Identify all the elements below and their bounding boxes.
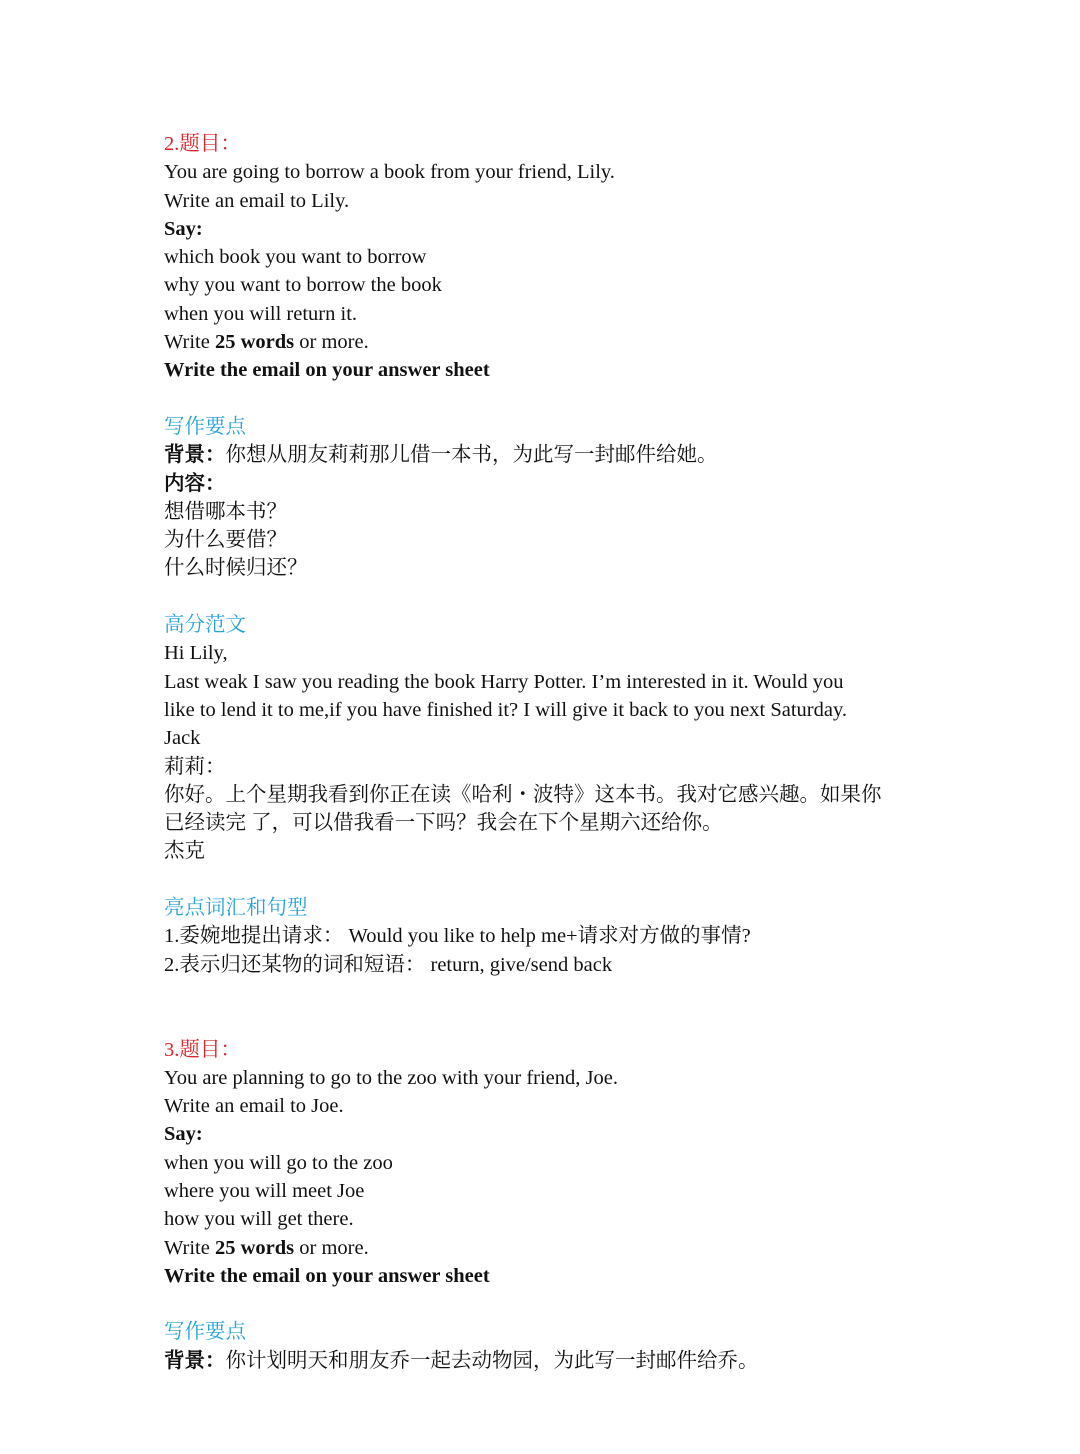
background-text: 你计划明天和朋友乔一起去动物园，为此写一封邮件给乔。	[225, 1349, 759, 1372]
background-label: 背景：	[164, 1349, 226, 1372]
word-count-bold: 25 words	[214, 1236, 295, 1259]
key-points-heading: 写作要点	[164, 415, 246, 438]
say-point: when you will go to the zoo	[164, 1151, 393, 1174]
highlight-item: 1.委婉地提出请求： Would you like to help me+请求对方做的事情?	[164, 925, 751, 948]
word-count-pre: Write	[164, 331, 215, 354]
answer-sheet-instruction: Write the email on your answer sheet	[164, 1264, 490, 1287]
model-essay-line: Last weak I saw you reading the book Harry Potter. I’m interested in it. Would you	[164, 670, 844, 693]
model-essay-line: Hi Lily,	[164, 642, 228, 665]
say-point: how you will get there.	[164, 1208, 354, 1231]
key-points-heading: 写作要点	[164, 1321, 246, 1344]
word-count-post: or more.	[294, 1236, 369, 1259]
prompt-line: Write an email to Lily.	[164, 189, 350, 212]
model-essay-line: Jack	[164, 727, 201, 750]
word-count-pre: Write	[164, 1236, 215, 1259]
model-essay-line: 你好。上个星期我看到你正在读《哈利・波特》这本书。我对它感兴趣。如果你	[164, 783, 882, 806]
say-point: when you will return it.	[164, 302, 358, 325]
content-label: 内容：	[164, 472, 226, 495]
content-item: 为什么要借？	[164, 529, 287, 552]
background-line	[164, 441, 1024, 469]
answer-sheet-instruction: Write the email on your answer sheet	[164, 359, 490, 382]
model-essay-line: 莉莉：	[164, 755, 226, 778]
model-essay-line: 杰克	[164, 840, 205, 863]
say-label: Say:	[164, 217, 203, 240]
say-point: why you want to borrow the book	[164, 274, 442, 297]
content-item: 想借哪本书？	[164, 500, 287, 523]
section-2-heading: 2.题目：	[164, 133, 241, 155]
word-count-line	[164, 328, 1024, 356]
document-page	[164, 130, 1024, 1375]
say-point: which book you want to borrow	[164, 246, 427, 269]
prompt-line: Write an email to Joe.	[164, 1095, 344, 1118]
background-line	[164, 1347, 1024, 1375]
background-label: 背景：	[164, 444, 226, 467]
model-essay-line: like to lend it to me,if you have finished it? I will give it back to you next Saturday.	[164, 698, 847, 721]
prompt-line: You are going to borrow a book from your friend, Lily.	[164, 161, 615, 184]
highlight-item: 2.表示归还某物的词和短语： return, give/send back	[164, 953, 613, 976]
background-text: 你想从朋友莉莉那儿借一本书，为此写一封邮件给她。	[225, 444, 718, 467]
word-count-post: or more.	[294, 331, 369, 354]
highlights-heading: 亮点词汇和句型	[164, 897, 308, 920]
section-3-heading: 3.题目：	[164, 1038, 241, 1061]
say-point: where you will meet Joe	[164, 1179, 365, 1202]
model-essay-line: 已经读完 了，可以借我看一下吗？我会在下个星期六还给你。	[164, 812, 723, 835]
word-count-bold: 25 words	[214, 331, 295, 354]
say-label: Say:	[164, 1123, 203, 1146]
prompt-line: You are planning to go to the zoo with your friend, Joe.	[164, 1066, 618, 1089]
content-item: 什么时候归还？	[164, 557, 308, 580]
word-count-line	[164, 1234, 1024, 1262]
model-essay-heading: 高分范文	[164, 614, 246, 637]
